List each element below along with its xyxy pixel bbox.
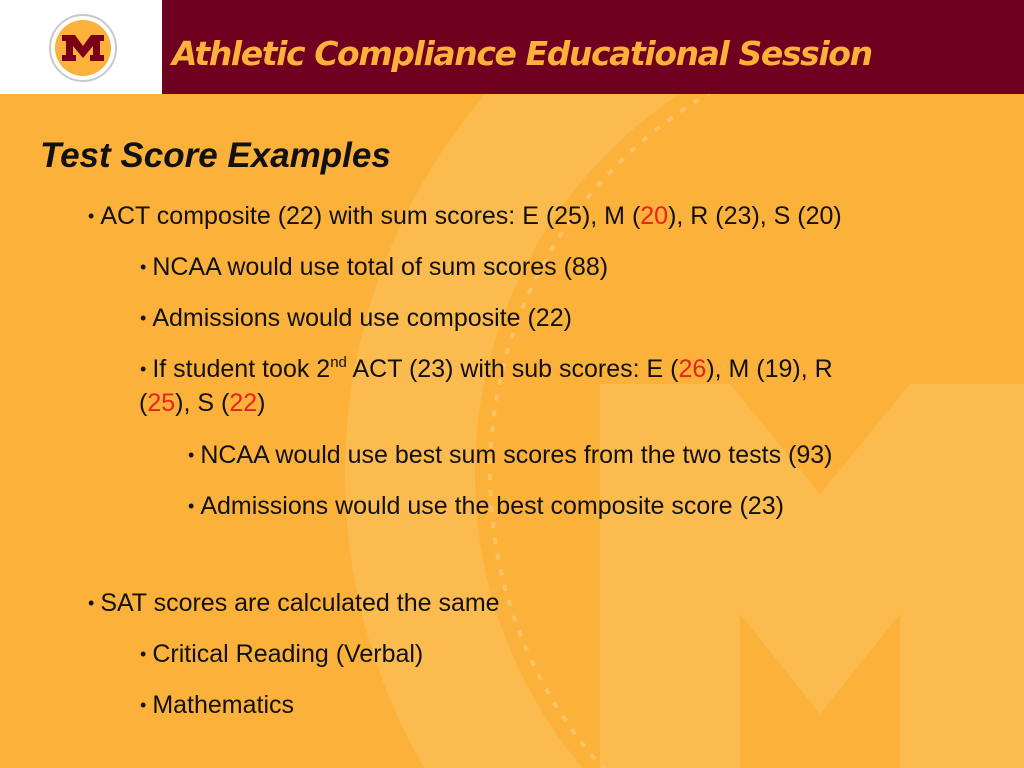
slide-title: Test Score Examples bbox=[40, 136, 391, 175]
bullet-dot: • bbox=[140, 359, 147, 379]
highlight-e-value: 26 bbox=[678, 355, 707, 383]
bullet-dot: • bbox=[88, 206, 95, 226]
bullet-dot: • bbox=[188, 496, 195, 516]
sat-bullet: • SAT scores are calculated the same bbox=[88, 589, 500, 617]
sat-item-mathematics: • Mathematics bbox=[140, 691, 295, 719]
bullet-dot: • bbox=[140, 257, 147, 277]
admissions-best-bullet: • Admissions would use the best composite score (23) bbox=[188, 492, 784, 520]
ncaa-best-bullet: • NCAA would use best sum scores from the two tests (93) bbox=[188, 441, 833, 469]
bullet-dot: • bbox=[140, 695, 147, 715]
second-act-bullet-line2: (25), S (22) bbox=[139, 389, 266, 417]
logo-box bbox=[0, 0, 162, 94]
university-m-logo-icon bbox=[48, 13, 118, 83]
highlight-m-value: 20 bbox=[640, 202, 669, 230]
header-bar bbox=[0, 0, 1024, 94]
bullet-dot: • bbox=[188, 445, 195, 465]
bullet-dot: • bbox=[88, 593, 95, 613]
bullet-dot: • bbox=[140, 308, 147, 328]
highlight-r-value: 25 bbox=[147, 389, 176, 417]
header-title: Athletic Compliance Educational Session bbox=[172, 34, 872, 73]
admissions-composite-bullet: • Admissions would use composite (22) bbox=[140, 304, 572, 332]
act-composite-bullet: • ACT composite (22) with sum scores: E (25), M (20), R (23), S (20) bbox=[88, 202, 842, 230]
ncaa-sum-bullet: • NCAA would use total of sum scores (88) bbox=[140, 253, 609, 281]
sat-item-critical-reading: • Critical Reading (Verbal) bbox=[140, 640, 424, 668]
highlight-s-value: 22 bbox=[229, 389, 258, 417]
second-act-bullet-line1: • If student took 2nd ACT (23) with sub scores: E (26), M (19), R bbox=[140, 354, 833, 383]
bullet-dot: • bbox=[140, 644, 147, 664]
